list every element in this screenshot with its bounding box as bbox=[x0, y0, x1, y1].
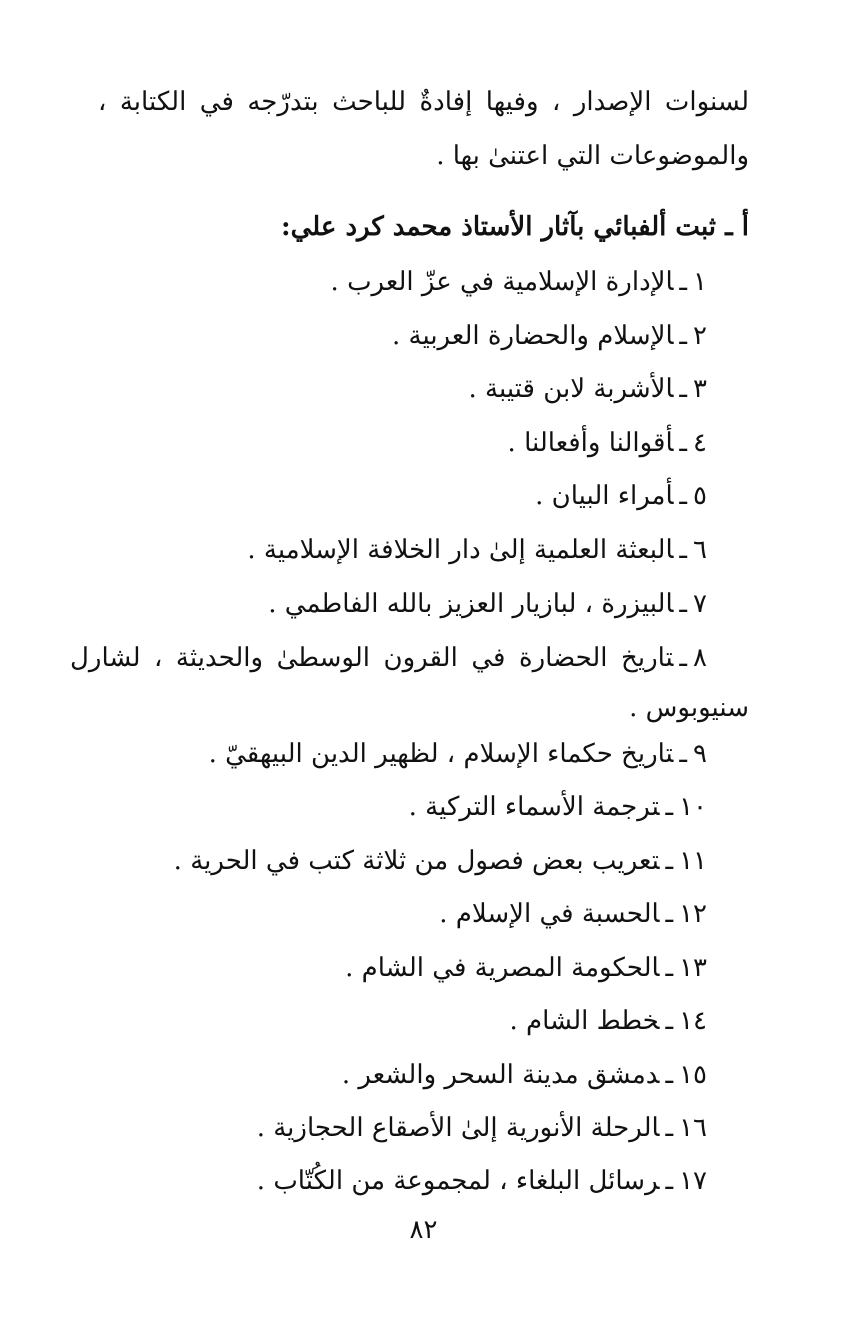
list-item bbox=[257, 1108, 707, 1148]
item-number: ١ bbox=[693, 267, 707, 297]
item-dash: ـ bbox=[679, 374, 688, 404]
item-dash: ـ bbox=[679, 643, 688, 673]
item-number: ١٠ bbox=[679, 792, 707, 822]
item-dash: ـ bbox=[665, 1166, 674, 1196]
item-number: ٨ bbox=[693, 643, 707, 673]
item-number: ٥ bbox=[693, 481, 707, 511]
item-number: ١٥ bbox=[679, 1060, 707, 1090]
item-dash: ـ bbox=[679, 739, 688, 769]
item-number: ٦ bbox=[693, 535, 707, 565]
item-text: دمشق مدينة السحر والشعر . bbox=[341, 1060, 660, 1090]
item-text: ترجمة الأسماء التركية . bbox=[408, 792, 660, 822]
list-item bbox=[392, 316, 707, 356]
item-dash: ـ bbox=[665, 792, 674, 822]
item-dash: ـ bbox=[665, 1006, 674, 1036]
item-text: الأشربة لابن قتيبة . bbox=[468, 374, 674, 404]
item-dash: ـ bbox=[679, 535, 688, 565]
item-number: ٣ bbox=[693, 374, 707, 404]
item-text: رسائل البلغاء ، لمجموعة من الكُتّاب . bbox=[256, 1166, 660, 1196]
item-dash: ـ bbox=[679, 481, 688, 511]
item-text: تعريب بعض فصول من ثلاثة كتب في الحرية . bbox=[173, 846, 660, 876]
item-text: الإسلام والحضارة العربية . bbox=[392, 321, 674, 351]
item-dash: ـ bbox=[679, 589, 688, 619]
intro-line-1: لسنوات الإصدار ، وفيها إفادةٌ للباحث بتدرّجه في الكتابة ، bbox=[98, 87, 749, 117]
list-item bbox=[508, 423, 707, 463]
item-number: ٩ bbox=[693, 739, 707, 769]
item-dash: ـ bbox=[665, 1113, 674, 1143]
list-item bbox=[174, 841, 707, 881]
list-item bbox=[247, 530, 707, 570]
item-dash: ـ bbox=[665, 846, 674, 876]
item-text: الحسبة في الإسلام . bbox=[439, 899, 660, 929]
page-number: ٨٢ bbox=[409, 1215, 438, 1245]
item-text: تاريخ الحضارة في القرون الوسطىٰ والحديثة ، لشارل bbox=[70, 643, 674, 673]
list-item bbox=[209, 734, 707, 774]
item-dash: ـ bbox=[679, 321, 688, 351]
item-text: الرحلة الأنورية إلىٰ الأصقاع الحجازية . bbox=[256, 1113, 660, 1143]
list-item bbox=[342, 1055, 707, 1095]
item-text: تاريخ حكماء الإسلام ، لظهير الدين البيهقيّ . bbox=[208, 739, 674, 769]
list-item bbox=[509, 1001, 707, 1041]
list-item bbox=[331, 262, 707, 302]
item-dash: ـ bbox=[665, 953, 674, 983]
item-text: الحكومة المصرية في الشام . bbox=[345, 953, 660, 983]
item-text: أقوالنا وأفعالنا . bbox=[507, 428, 674, 458]
list-item bbox=[257, 1161, 707, 1201]
section-heading: أ ـ ثبت ألفبائي بآثار الأستاذ محمد كرد علي: bbox=[281, 212, 749, 242]
list-item bbox=[70, 638, 707, 678]
item-text: أمراء البيان . bbox=[535, 481, 674, 511]
list-item bbox=[469, 369, 707, 409]
item-text: البعثة العلمية إلىٰ دار الخلافة الإسلامية . bbox=[247, 535, 674, 565]
list-item bbox=[345, 948, 707, 988]
list-item bbox=[268, 584, 707, 624]
item-text: البيزرة ، لبازيار العزيز بالله الفاطمي . bbox=[268, 589, 674, 619]
list-item bbox=[439, 894, 707, 934]
item-number: ١١ bbox=[679, 846, 707, 876]
item-dash: ـ bbox=[679, 428, 688, 458]
item-text: الإدارة الإسلامية في عزّ العرب . bbox=[330, 267, 674, 297]
item-number: ٧ bbox=[693, 589, 707, 619]
list-item-continuation: سنيوبوس . bbox=[629, 693, 749, 723]
item-number: ٢ bbox=[693, 321, 707, 351]
item-dash: ـ bbox=[665, 899, 674, 929]
item-number: ١٧ bbox=[679, 1166, 707, 1196]
list-item bbox=[535, 476, 707, 516]
list-item bbox=[409, 787, 707, 827]
intro-line-2: والموضوعات التي اعتنىٰ بها . bbox=[436, 141, 749, 171]
item-number: ١٢ bbox=[679, 899, 707, 929]
item-number: ١٣ bbox=[679, 953, 707, 983]
item-dash: ـ bbox=[665, 1060, 674, 1090]
item-number: ١٤ bbox=[679, 1006, 707, 1036]
item-dash: ـ bbox=[679, 267, 688, 297]
item-number: ١٦ bbox=[679, 1113, 707, 1143]
item-text: خطط الشام . bbox=[509, 1006, 660, 1036]
item-number: ٤ bbox=[693, 428, 707, 458]
